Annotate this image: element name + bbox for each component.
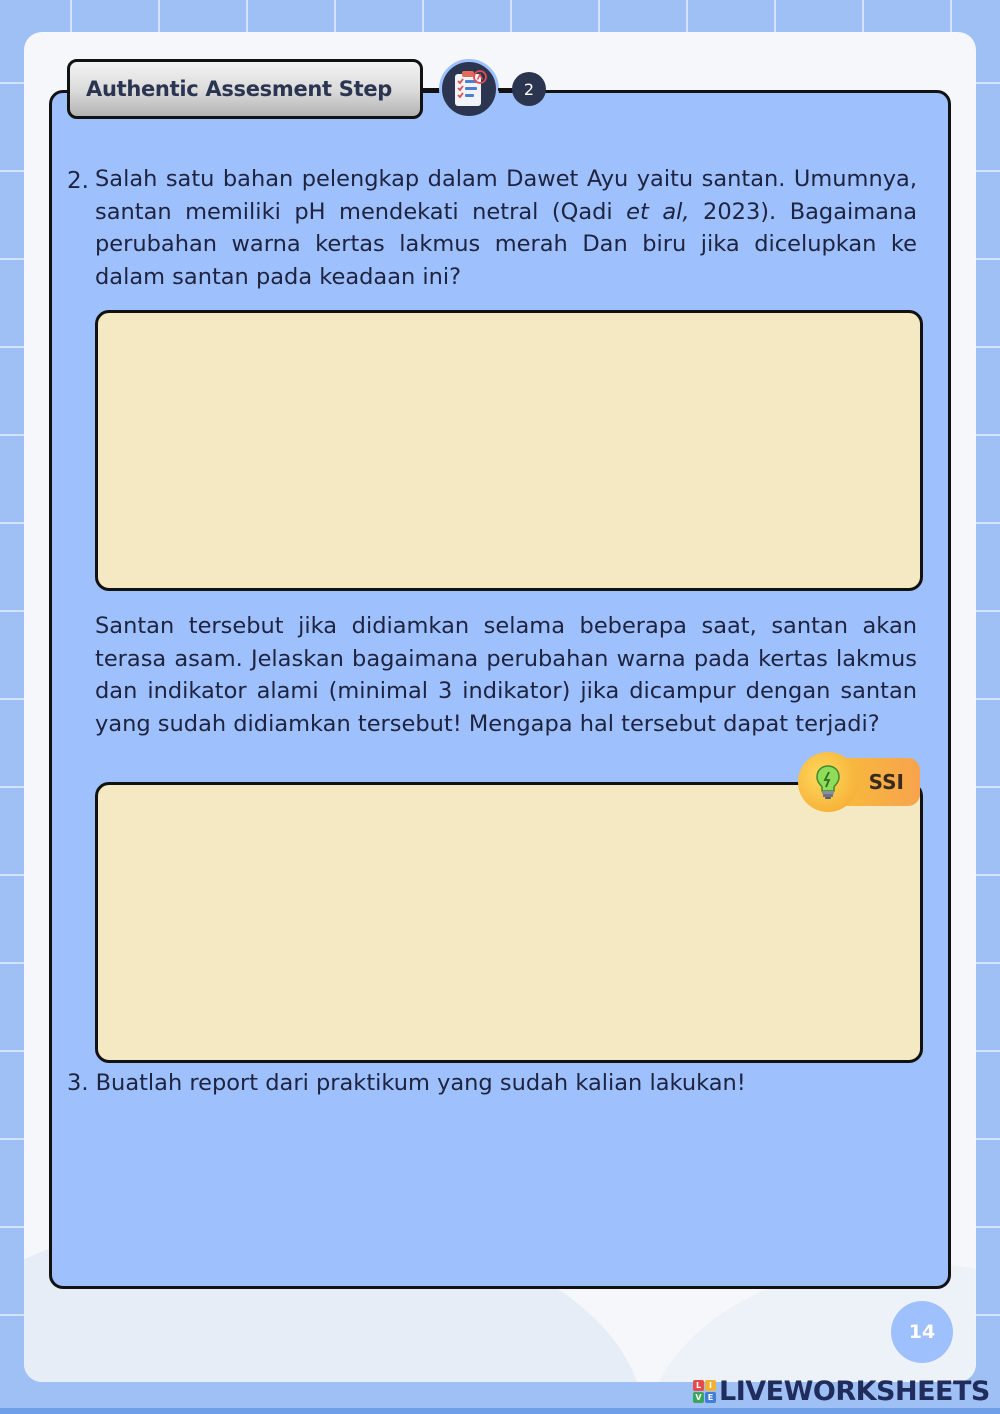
answer-field-2[interactable] bbox=[95, 782, 923, 1063]
question-3-text: 3. Buatlah report dari praktikum yang sudah kalian lakukan! bbox=[67, 1070, 746, 1096]
logo-letter: V bbox=[693, 1392, 704, 1403]
ssi-badge bbox=[798, 752, 920, 812]
logo-letter: L bbox=[693, 1380, 704, 1391]
section-title-tab bbox=[67, 59, 423, 119]
citation-italic: et al, bbox=[626, 198, 690, 225]
question-2-text-part2: 2023). Bagaimana perubahan warna kertas lakmus merah Dan biru jika dicelupkan ke dalam santan pada keadaan ini? bbox=[95, 198, 918, 291]
footer-band-edge bbox=[0, 1408, 1000, 1414]
section-title: Authentic Assesment Step bbox=[86, 77, 393, 101]
question-number: 2. bbox=[67, 168, 89, 194]
question-2-followup-text: Santan tersebut jika didiamkan selama beberapa saat, santan akan terasa asam. Jelaskan bagaimana perubahan warna pada kertas lakmus dan indikator alami (minimal 3 indikator) jika dicampur dengan santan yang sudah didiamkan tersebut! Mengapa hal tersebut dapat terjadi? bbox=[95, 613, 917, 738]
liveworksheets-logo-icon bbox=[693, 1380, 716, 1403]
connector-line bbox=[421, 88, 441, 91]
logo-letter: E bbox=[705, 1392, 716, 1403]
lightbulb-icon bbox=[798, 752, 858, 812]
answer-field-1[interactable] bbox=[95, 310, 923, 591]
logo-letter: I bbox=[705, 1380, 716, 1391]
page-number: 14 bbox=[891, 1301, 953, 1363]
question-2-text-part1: Salah satu bahan pelengkap dalam Dawet Ayu yaitu santan. Umumnya, santan memiliki pH mendekati netral (Qadi bbox=[95, 166, 917, 225]
checklist-clipboard-icon bbox=[439, 59, 499, 119]
liveworksheets-logo[interactable] bbox=[693, 1374, 990, 1408]
liveworksheets-brand-text: LIVEWORKSHEETS bbox=[719, 1375, 990, 1407]
step-number-badge: 2 bbox=[512, 72, 546, 106]
ssi-label: SSI bbox=[868, 770, 904, 794]
question-2-text bbox=[95, 163, 917, 294]
